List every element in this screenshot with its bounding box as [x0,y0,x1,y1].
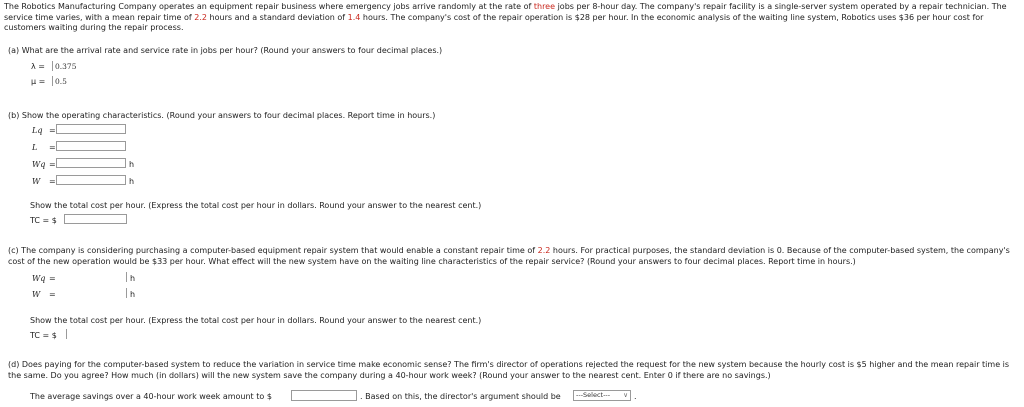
wq-equals: = [49,160,56,169]
l-label: L [32,143,38,152]
lambda-label: λ = [31,62,45,71]
lambda-field-edge [52,61,53,71]
part-c-wq-field-edge [126,272,127,282]
savings-input[interactable] [291,390,357,401]
lambda-answer: 0.375 [55,62,77,71]
part-c-wq-input[interactable] [56,272,126,282]
part-c-w-equals: = [49,290,56,299]
w-label: W [32,177,41,186]
mean-repair-time-highlight: 2.2 [194,12,208,22]
lq-label: Lq [32,126,43,135]
part-c-wq-unit: h [130,274,136,283]
lq-equals: = [49,126,56,135]
part-c-cost-question: Show the total cost per hour. (Express the total cost per hour in dollars. Round your answer to the nearest cent.) [30,316,482,325]
select-value: ---Select--- [576,391,611,399]
std-dev-highlight: 1.4 [347,12,361,22]
director-argument-select[interactable] [573,390,631,401]
part-b-tc-input[interactable] [64,214,127,224]
l-input[interactable] [56,141,126,151]
chevron-down-icon: ∨ [623,391,628,399]
mu-field-edge [52,76,53,86]
constant-repair-time-highlight: 2.2 [537,246,551,255]
problem-intro: The Robotics Manufacturing Company operates an equipment repair business where emergency jobs arrive randomly at the rate of three jobs per 8-hour day. The company's repair facility is a single-server system operated by a repair technician. The service time varies, with a mean repair time of 2.2 hours and a standard deviation of 1.4 hours. The company's cost of the repair operation is $28 per hour. In the economic analysis of the waiting line system, Robotics uses $36 per hour cost for customers waiting during the repair process. [4,2,1007,32]
mu-answer: 0.5 [55,77,67,86]
part-b-question: (b) Show the operating characteristics. (Round your answers to four decimal places. Report time in hours.) [8,111,436,120]
sentence-end: . [634,392,637,401]
part-c-tc-label: TC = $ [30,331,57,340]
part-c-question: (c) The company is considering purchasing a computer-based equipment repair system that would enable a constant repair time of 2.2 hours. For practical purposes, the standard deviation is 0. Because of the computer-based system, the company's cost of the new operation would be $33 per hour. What effect will the new system have on the waiting line characteristics of the repair service? (Round your answers to four decimal places. Report time in hours.) [8,246,1010,266]
part-c-wq-label: Wq [32,274,46,283]
savings-label: The average savings over a 40-hour work week amount to $ [30,392,272,401]
part-c-w-input[interactable] [56,288,126,298]
part-d-question: (d) Does paying for the computer-based system to reduce the variation in service time make economic sense? The firm's director of operations rejected the request for the new system because the hourly cost is $5 higher and the mean repair time is the same. Do you agree? How much (in dollars) will the new system save the company during a 40-hour work week? (Round your answer to the nearest cent. Enter 0 if there are no savings.) [8,360,1010,380]
part-c-wq-equals: = [49,274,56,283]
part-b-tc-label: TC = $ [30,216,57,225]
l-equals: = [49,143,56,152]
part-a-question: (a) What are the arrival rate and service rate in jobs per hour? (Round your answers to four decimal places.) [8,46,443,55]
part-c-tc-input[interactable] [64,329,127,339]
part-c-w-unit: h [130,290,136,299]
mu-label: μ = [31,77,46,86]
part-c-w-field-edge [126,288,127,298]
arrival-jobs-highlight: three [533,2,556,11]
part-b-cost-question: Show the total cost per hour. (Express the total cost per hour in dollars. Round your answer to the nearest cent.) [30,201,482,210]
part-c-w-label: W [32,290,41,299]
wq-label: Wq [32,160,46,169]
w-unit: h [129,177,135,186]
w-equals: = [49,177,56,186]
director-argument-label: . Based on this, the director's argument should be [360,392,561,401]
wq-input[interactable] [56,158,126,168]
part-c-tc-field-edge [66,329,67,339]
lq-input[interactable] [56,124,126,134]
w-input[interactable] [56,175,126,185]
wq-unit: h [129,160,135,169]
